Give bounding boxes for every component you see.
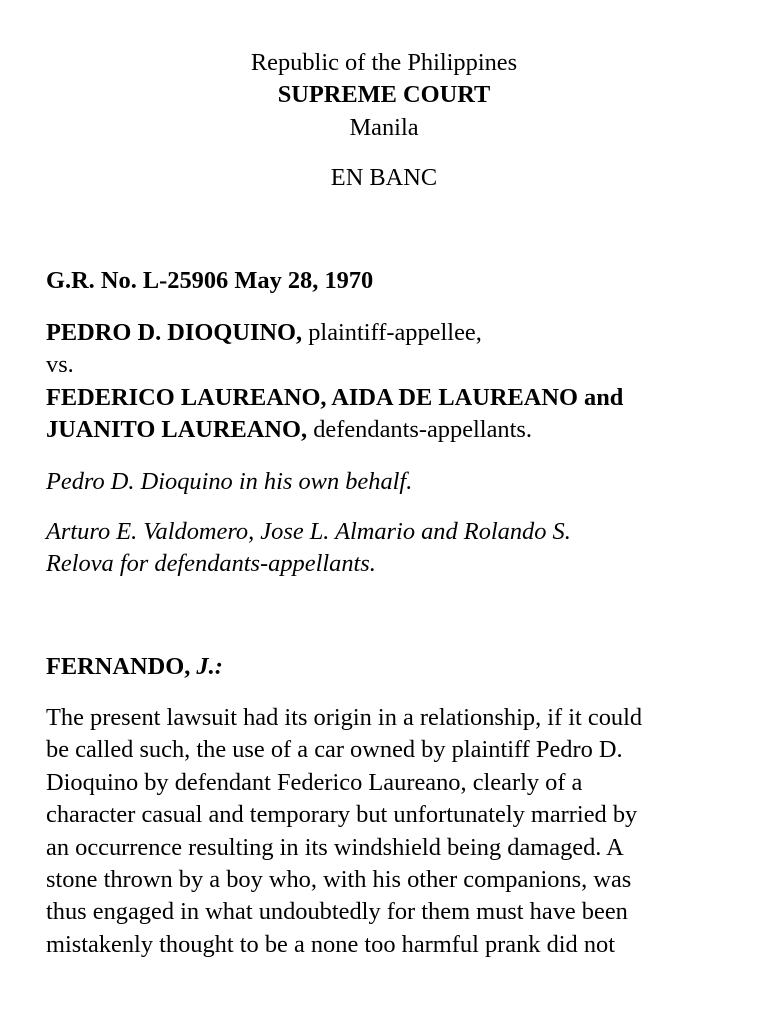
justice-suffix: J.: xyxy=(196,653,223,680)
defendants-role: defendants-appellants. xyxy=(307,416,532,444)
opinion-line: The present lawsuit had its origin in a relationship, if it could xyxy=(46,704,643,731)
court-city: Manila xyxy=(349,113,419,141)
opinion-line: stone thrown by a boy who, with his other companions, was xyxy=(46,866,632,894)
opinion-line: mistakenly thought to be a none too harmful prank did not xyxy=(46,930,616,958)
plaintiff-role: plaintiff-appellee, xyxy=(302,319,482,346)
opinion-line: Dioquino by defendant Federico Laureano, clearly of a xyxy=(46,768,583,796)
opinion-line: be called such, the use of a car owned by plaintiff Pedro D. xyxy=(46,736,623,764)
plaintiff-line xyxy=(46,317,722,349)
ponente xyxy=(46,651,223,683)
defendants-names-2: JUANITO LAUREANO, xyxy=(46,416,308,444)
plaintiff-name: PEDRO D. DIOQUINO, xyxy=(46,319,303,346)
defendants-counsel-line1: Arturo E. Valdomero, Jose L. Almario and Rolando S. xyxy=(46,518,571,545)
defendants-line xyxy=(46,414,722,446)
opinion-line: character casual and temporary but unfortunately married by xyxy=(46,801,638,829)
versus-label: vs. xyxy=(46,351,74,379)
case-number: G.R. No. L-25906 May 28, 1970 xyxy=(46,267,374,294)
defendants-counsel xyxy=(46,516,728,581)
court-name: SUPREME COURT xyxy=(277,81,491,109)
plaintiff-counsel: Pedro D. Dioquino in his own behalf. xyxy=(46,468,413,495)
case-parties xyxy=(46,317,722,447)
justice-name: FERNANDO, xyxy=(46,653,197,680)
court-header xyxy=(46,0,722,195)
division-label: EN BANC xyxy=(330,164,438,192)
republic-line: Republic of the Philippines xyxy=(250,49,518,76)
opinion-body xyxy=(46,702,732,961)
defendants-names-line1 xyxy=(46,382,722,414)
defendants-counsel-line2: Relova for defendants-appellants. xyxy=(46,550,376,578)
defendants-names-1: FEDERICO LAUREANO, AIDA DE LAUREANO and xyxy=(46,383,624,411)
opinion-line: an occurrence resulting in its windshield being damaged. A xyxy=(46,833,624,861)
opinion-line: thus engaged in what undoubtedly for them must have been xyxy=(46,898,628,926)
